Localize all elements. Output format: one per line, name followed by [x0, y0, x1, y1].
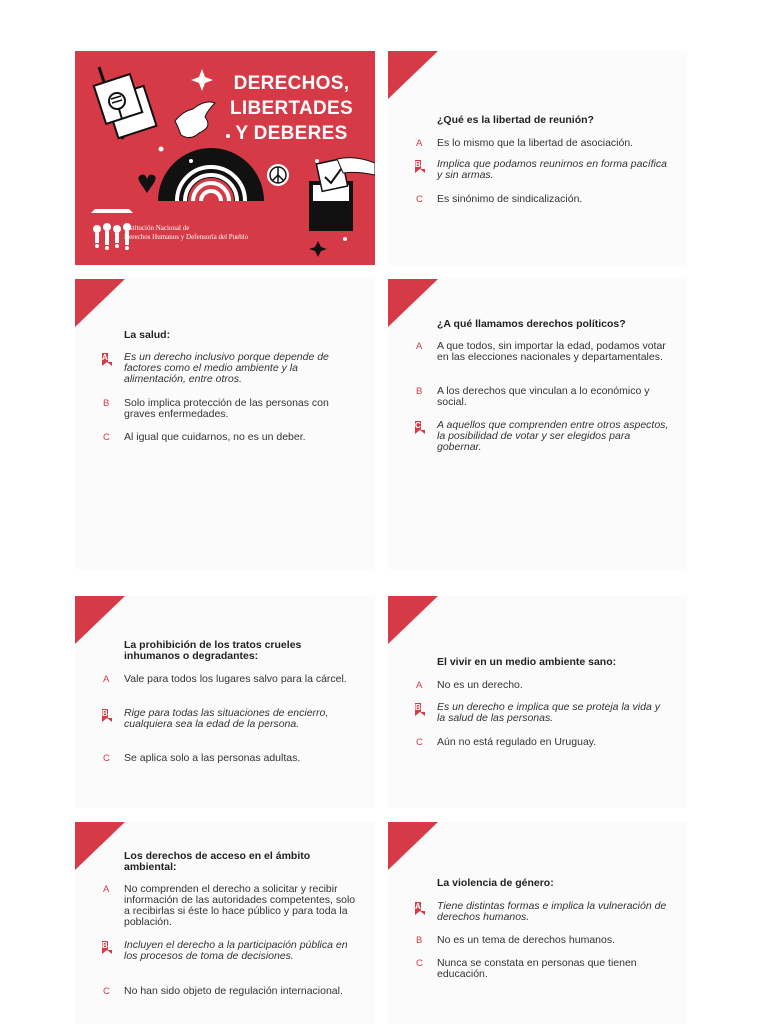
quiz-card — [75, 596, 375, 808]
dove-icon — [175, 102, 215, 138]
option-letter: B — [416, 935, 423, 946]
peace-icon — [267, 164, 289, 186]
option-text: A aquellos que comprenden entre otros aspectos, la posibilidad de votar y ser elegidos para gobernar. — [437, 419, 669, 453]
option-text: No comprenden el derecho a solicitar y recibir información de las autoridades competentes, solo a recibirlas si éste lo hace público y para toda la población. — [124, 883, 356, 928]
option-b-correct — [416, 702, 671, 724]
option-letter: C — [103, 432, 110, 443]
option-letter: C — [416, 958, 423, 969]
sparkle-icon — [191, 69, 213, 91]
option-c — [103, 432, 359, 443]
option-text: Implica que podamos reunirnos en forma pacífica y sin armas. — [437, 158, 667, 181]
option-b — [416, 386, 671, 408]
option-letter: C — [416, 194, 423, 205]
ballot-box-icon — [309, 158, 375, 231]
option-a — [416, 341, 671, 363]
option-b — [103, 398, 359, 420]
question-text: La prohibición de los tratos crueles inhumanos o degradantes: — [124, 639, 302, 662]
option-c — [416, 194, 671, 205]
question-text: La violencia de género: — [437, 877, 554, 889]
option-c — [103, 986, 359, 997]
quiz-card — [75, 822, 375, 1024]
option-a — [416, 138, 671, 149]
correct-answer-badge: C — [415, 421, 421, 430]
correct-answer-badge: A — [415, 902, 421, 911]
correct-answer-badge: B — [102, 709, 108, 718]
option-c — [416, 737, 671, 748]
option-letter: A — [416, 341, 423, 352]
option-a — [416, 680, 671, 691]
corner-accent — [388, 51, 438, 99]
option-text: No es un derecho. — [437, 679, 523, 691]
cover-title-line: DERECHOS, — [233, 73, 350, 94]
option-text: Se aplica solo a las personas adultas. — [124, 752, 301, 764]
option-text: Es sinónimo de sindicalización. — [437, 193, 583, 205]
option-a — [103, 884, 359, 928]
option-text: Es un derecho inclusivo porque depende de factores como el medio ambiente y la alimentación, entre otros. — [124, 351, 329, 385]
option-text: No es un tema de derechos humanos. — [437, 934, 616, 946]
corner-accent — [388, 596, 438, 644]
option-b-correct — [103, 940, 359, 962]
equality-flag-icon — [94, 67, 157, 139]
option-letter: C — [103, 753, 110, 764]
question-text: Los derechos de acceso en el ámbito ambiental: — [124, 850, 311, 873]
option-c-correct — [416, 420, 671, 453]
option-text: Incluyen el derecho a la participación pública en los procesos de toma de decisiones. — [124, 939, 348, 962]
option-text: Es un derecho e implica que se proteja la vida y la salud de las personas. — [437, 701, 660, 724]
cover-title-line: Y DEBERES — [235, 123, 348, 144]
option-c — [416, 958, 671, 980]
corner-accent — [75, 822, 125, 870]
option-text: Solo implica protección de las personas con graves enfermedades. — [124, 397, 329, 420]
option-text: A los derechos que vinculan a lo económico y social. — [437, 385, 650, 408]
option-text: Es lo mismo que la libertad de asociación. — [437, 137, 634, 149]
corner-accent — [388, 822, 438, 870]
question-text: ¿A qué llamamos derechos políticos? — [437, 318, 626, 330]
option-a-correct — [103, 352, 359, 385]
option-letter: A — [416, 138, 423, 149]
organization-line: Institución Nacional de — [124, 224, 190, 232]
cover-title — [230, 71, 353, 146]
organization-name — [124, 224, 248, 242]
correct-answer-badge: B — [415, 703, 421, 712]
rainbow-icon — [173, 163, 249, 201]
option-text: Nunca se constata en personas que tienen educación. — [437, 957, 637, 980]
option-b-correct — [103, 708, 359, 730]
option-text: Aún no está regulado en Uruguay. — [437, 736, 597, 748]
option-text: Rige para todas las situaciones de encierro, cualquiera sea la edad de la persona. — [124, 707, 329, 730]
option-b-correct — [416, 159, 671, 181]
star-icon — [309, 241, 327, 257]
correct-answer-badge: A — [102, 353, 108, 362]
option-letter: A — [416, 680, 423, 691]
correct-answer-badge: B — [102, 941, 108, 950]
cover-card — [75, 51, 375, 265]
correct-answer-badge: B — [415, 160, 421, 169]
option-letter: A — [103, 674, 110, 685]
option-text: A que todos, sin importar la edad, podamos votar en las elecciones nacionales y departamentales. — [437, 340, 666, 363]
option-letter: B — [103, 398, 110, 409]
option-c — [103, 753, 359, 764]
corner-accent — [75, 596, 125, 644]
quiz-card — [75, 279, 375, 569]
heart-icon — [138, 175, 155, 194]
cover-title-line: LIBERTADES — [230, 98, 353, 119]
option-text: Al igual que cuidarnos, no es un deber. — [124, 431, 306, 443]
corner-accent — [388, 279, 438, 327]
option-text: Tiene distintas formas e implica la vulneración de derechos humanos. — [437, 900, 667, 923]
question-text: El vivir en un medio ambiente sano: — [437, 656, 617, 668]
option-text: Vale para todos los lugares salvo para la cárcel. — [124, 673, 347, 685]
corner-accent — [75, 279, 125, 327]
option-a-correct — [416, 901, 671, 923]
option-letter: A — [103, 884, 110, 895]
option-letter: C — [416, 737, 423, 748]
option-a — [103, 674, 359, 685]
quiz-card — [388, 822, 687, 1024]
option-text: No han sido objeto de regulación internacional. — [124, 985, 343, 997]
option-letter: C — [103, 986, 110, 997]
quiz-card — [388, 51, 687, 265]
option-b — [416, 935, 671, 946]
quiz-card — [388, 279, 687, 569]
question-text: ¿Qué es la libertad de reunión? — [437, 114, 594, 126]
option-letter: B — [416, 386, 423, 397]
question-text: La salud: — [124, 329, 171, 341]
organization-line: Derechos Humanos y Defensoría del Pueblo — [124, 233, 249, 241]
quiz-card — [388, 596, 687, 808]
